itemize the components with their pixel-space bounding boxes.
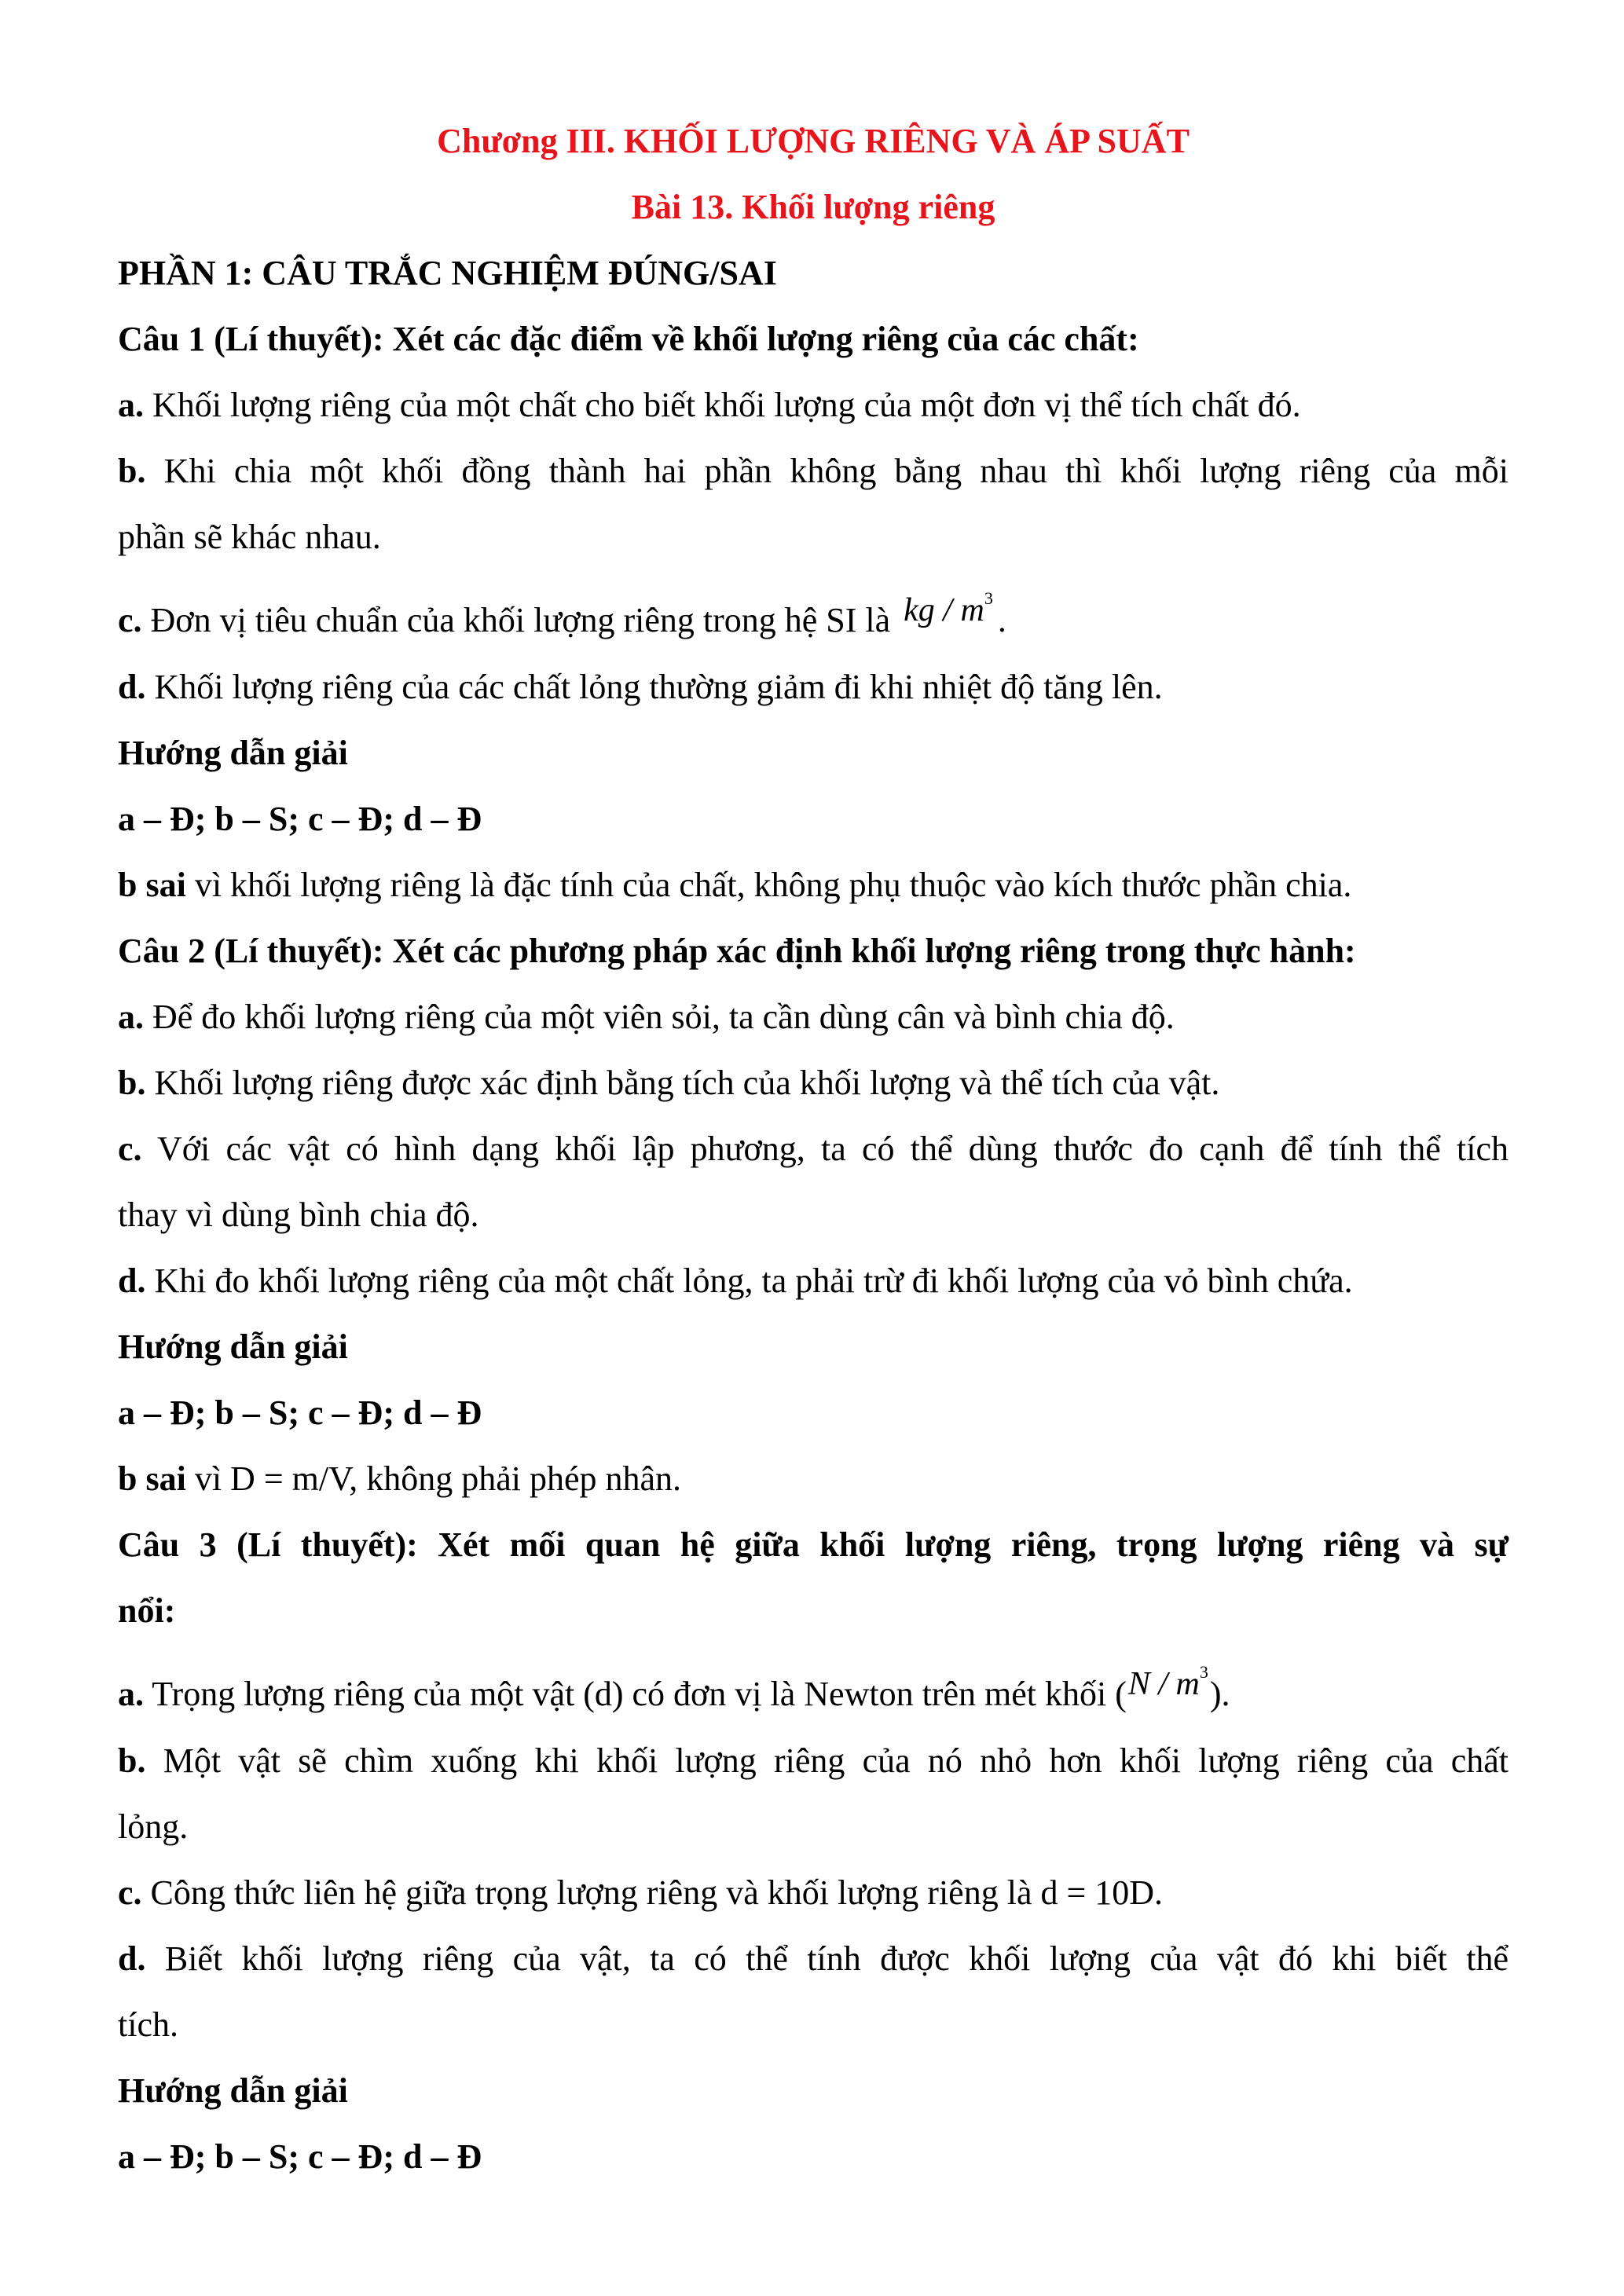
unit-N-per-m3: N / $m^3$	[1127, 1662, 1208, 1702]
q1-option-b-cont: phần sẽ khác nhau.	[118, 518, 381, 556]
q1-explain-bold: b sai	[118, 866, 186, 904]
q2-option-a	[118, 984, 1509, 1050]
q1-heading: Câu 1 (Lí thuyết): Xét các đặc điểm về khối lượng riêng của các chất:	[118, 320, 1139, 358]
q3-d-label: d.	[118, 1939, 146, 1978]
q1-guide-label: Hướng dẫn giải	[118, 734, 348, 772]
q3-option-b	[118, 1728, 1509, 1794]
q1-option-d	[118, 654, 1509, 720]
q1-c-text-pre: Đơn vị tiêu chuẩn của khối lượng riêng trong hệ SI là	[141, 601, 900, 639]
q2-a-label: a.	[118, 998, 144, 1036]
q3-c-label: c.	[118, 1873, 142, 1912]
q2-a-text: Để đo khối lượng riêng của một viên sỏi, ta cần dùng cân và bình chia độ.	[144, 998, 1175, 1036]
q1-d-label: d.	[118, 668, 146, 706]
q2-option-c-cont: thay vì dùng bình chia độ.	[118, 1196, 479, 1234]
q2-guide-label: Hướng dẫn giải	[118, 1327, 348, 1366]
q1-c-label: c.	[118, 601, 142, 639]
q2-d-label: d.	[118, 1262, 146, 1300]
section-title: PHẦN 1: CÂU TRẮC NGHIỆM ĐÚNG/SAI	[118, 254, 777, 292]
q2-d-text: Khi đo khối lượng riêng của một chất lỏng, ta phải trừ đi khối lượng của vỏ bình chứa.	[145, 1262, 1353, 1300]
q3-a-text-pre: Trọng lượng riêng của một vật (d) có đơn vị là Newton trên mét khối (	[144, 1675, 1127, 1713]
document-page	[118, 108, 1509, 2190]
q3-b-text-1: Một vật sẽ chìm xuống khi khối lượng riêng của nó nhỏ hơn khối lượng riêng của chất	[145, 1741, 1509, 1780]
q3-option-b-cont: lỏng.	[118, 1807, 189, 1846]
q3-option-a	[118, 1655, 1509, 1728]
q3-heading-cont: nổi:	[118, 1591, 176, 1630]
q2-b-text: Khối lượng riêng được xác định bằng tích của khối lượng và thể tích của vật.	[145, 1064, 1220, 1102]
q1-option-c	[118, 581, 1509, 654]
q2-c-text-1: Với các vật có hình dạng khối lập phương, ta có thể dùng thước đo cạnh để tính thể tích	[141, 1130, 1509, 1168]
lesson-title: Bài 13. Khối lượng riêng	[631, 188, 995, 226]
q1-b-label: b.	[118, 452, 146, 490]
q2-option-c	[118, 1116, 1509, 1182]
q3-option-d	[118, 1926, 1509, 1992]
q1-explain-text: vì khối lượng riêng là đặc tính của chất, không phụ thuộc vào kích thước phần chia.	[185, 866, 1352, 904]
q3-a-text-post: ).	[1209, 1675, 1230, 1713]
q2-answer: a – Đ; b – S; c – Đ; d – Đ	[118, 1393, 482, 1432]
q3-option-d-cont: tích.	[118, 2005, 178, 2044]
q1-a-text: Khối lượng riêng của một chất cho biết khối lượng của một đơn vị thể tích chất đó.	[144, 386, 1301, 424]
q2-heading: Câu 2 (Lí thuyết): Xét các phương pháp xác định khối lượng riêng trong thực hành:	[118, 932, 1356, 970]
q1-d-text: Khối lượng riêng của các chất lỏng thường giảm đi khi nhiệt độ tăng lên.	[145, 668, 1163, 706]
q3-option-c	[118, 1860, 1509, 1926]
q2-explanation	[118, 1446, 1509, 1512]
q1-b-text-1: Khi chia một khối đồng thành hai phần không bằng nhau thì khối lượng riêng của mỗi	[145, 452, 1509, 490]
q2-option-b	[118, 1050, 1509, 1116]
q1-a-label: a.	[118, 386, 144, 424]
q1-explanation	[118, 852, 1509, 918]
q1-option-a	[118, 372, 1509, 438]
q2-c-label: c.	[118, 1130, 142, 1168]
unit-kg-per-m3: kg / $m^3$	[904, 588, 993, 628]
chapter-title: Chương III. KHỐI LƯỢNG RIÊNG VÀ ÁP SUẤT	[437, 122, 1190, 160]
q1-option-b	[118, 438, 1509, 504]
q3-a-label: a.	[118, 1675, 144, 1713]
q3-heading: Câu 3 (Lí thuyết): Xét mối quan hệ giữa khối lượng riêng, trọng lượng riêng và sự	[118, 1525, 1509, 1564]
q3-guide-label: Hướng dẫn giải	[118, 2071, 348, 2110]
q3-c-text: Công thức liên hệ giữa trọng lượng riêng và khối lượng riêng là d = 10D.	[141, 1873, 1164, 1912]
q2-option-d	[118, 1248, 1509, 1314]
q2-explain-text: vì D = m/V, không phải phép nhân.	[185, 1459, 682, 1498]
q3-d-text-1: Biết khối lượng riêng của vật, ta có thể tính được khối lượng của vật đó khi biết thể	[145, 1939, 1509, 1978]
q1-answer: a – Đ; b – S; c – Đ; d – Đ	[118, 800, 482, 838]
q2-explain-bold: b sai	[118, 1459, 186, 1498]
q2-b-label: b.	[118, 1064, 146, 1102]
q3-answer: a – Đ; b – S; c – Đ; d – Đ	[118, 2137, 482, 2176]
q3-b-label: b.	[118, 1741, 146, 1780]
q1-c-text-post: .	[997, 601, 1006, 639]
